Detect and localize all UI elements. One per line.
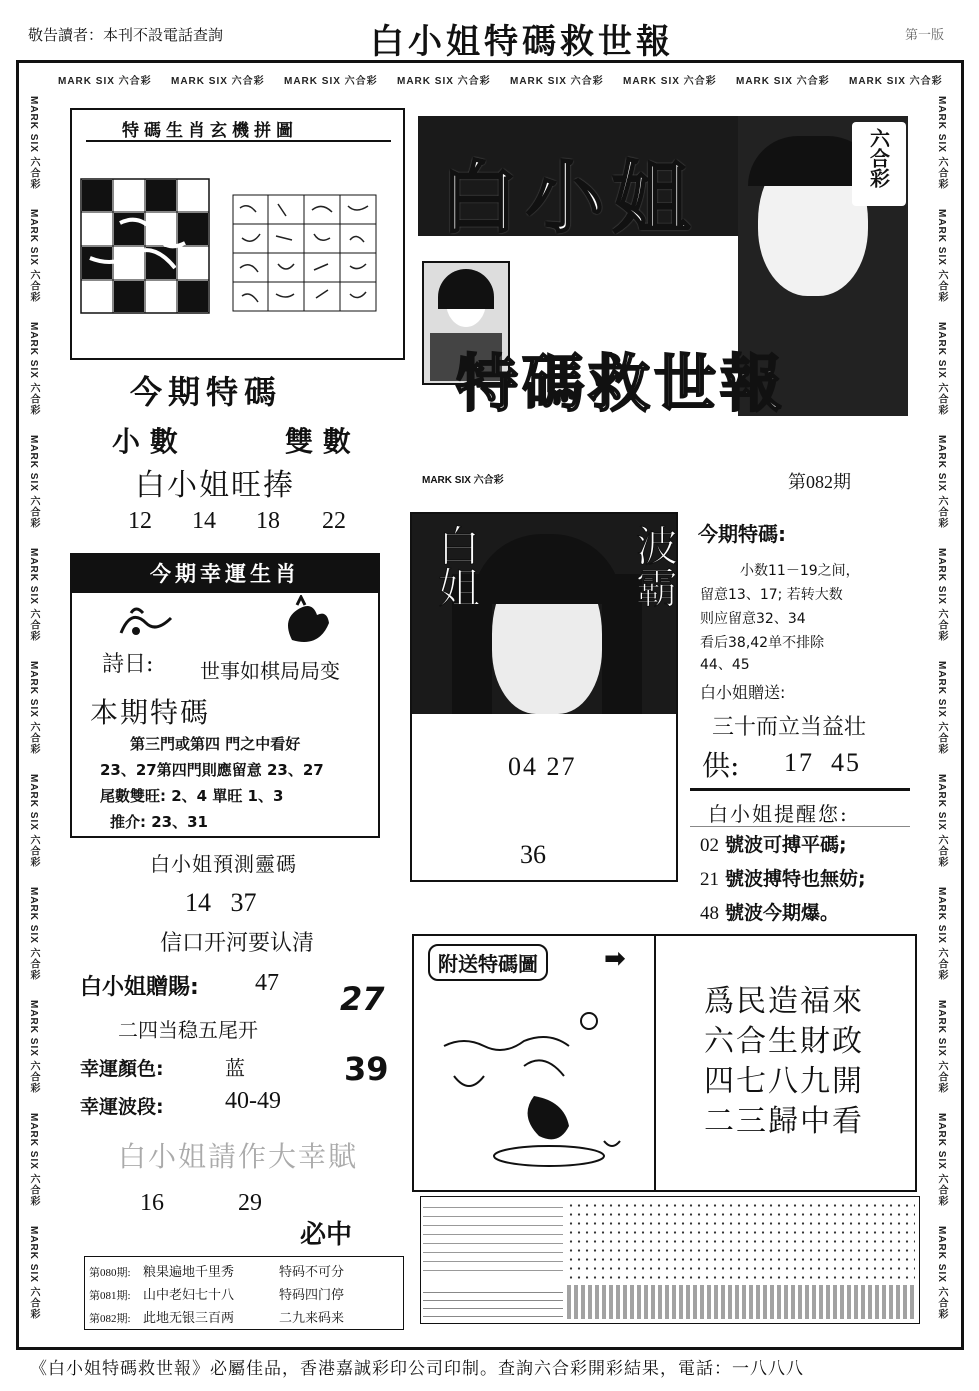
masthead-title: 白小姐特碼救世報 (370, 22, 674, 62)
right-special-line-3: 则应留意32、34 (700, 611, 806, 627)
lucky-line-1: 第三門或第四 門之中看好 (130, 735, 301, 753)
history-issue: 第082期: (89, 1313, 131, 1325)
number-item: 12 (128, 508, 152, 534)
brand-text: MARK SIX 六合彩 (936, 774, 947, 868)
history-tip: 特码不可分 (279, 1265, 345, 1280)
history-row (89, 1307, 344, 1326)
attached-poem-4: 二三歸中看 (704, 1104, 864, 1139)
attached-box (412, 934, 917, 1192)
reminder-text: 號波可搏平碼; (725, 834, 847, 856)
color-value: 蓝 (225, 1056, 245, 1080)
brand-text: MARK SIX 六合彩 (284, 76, 378, 87)
puzzle-title: 特碼生肖玄機拼圖 (122, 121, 298, 141)
gift-poem: 三十而立当益壮 (712, 715, 867, 740)
reminder-row (700, 830, 847, 857)
hero-line2: 特碼救世報 (456, 347, 787, 420)
poem-text: 世事如棋局局变 (200, 659, 340, 683)
brand-text: MARK SIX 六合彩 (936, 887, 947, 981)
brand-text: MARK SIX 六合彩 (736, 76, 830, 87)
side-number-2: 39 (344, 1050, 389, 1088)
gift-block-phrase: 二四当稳五尾开 (118, 1018, 258, 1042)
brand-text: MARK SIX 六合彩 (28, 1113, 39, 1207)
brand-text: MARK SIX 六合彩 (397, 76, 491, 87)
dragon-icon (116, 603, 176, 643)
reminder-text: 號波今期爆。 (725, 902, 840, 924)
right-special-line-5: 44、45 (700, 657, 750, 673)
brand-text: MARK SIX 六合彩 (28, 96, 39, 190)
results-rows (423, 1199, 563, 1279)
photo-numbers-a: 04 27 (508, 752, 577, 781)
brand-text: MARK SIX 六合彩 (936, 435, 947, 529)
special-title: 本期特碼 (90, 696, 211, 729)
predict-phrase: 信口开河要认清 (160, 931, 315, 956)
brand-text: MARK SIX 六合彩 (28, 1000, 39, 1094)
supply-label: 供: (702, 749, 740, 782)
bottom-number: 16 (140, 1190, 164, 1216)
right-special-title: 今期特碼: (698, 522, 786, 546)
lucky-line-2: 23、27第四門則應留意 23、27 (100, 761, 324, 779)
range-label: 幸運波段: (80, 1096, 164, 1118)
brand-text: MARK SIX 六合彩 (936, 1113, 947, 1207)
gift-block-label: 白小姐贈賜: (80, 975, 199, 1000)
attached-poem-3: 四七八九開 (704, 1064, 864, 1099)
color-label: 幸運顏色: (80, 1058, 164, 1080)
results-labels (423, 1285, 563, 1319)
history-issue: 第081期: (89, 1290, 131, 1302)
gift-label: 白小姐贈送: (700, 683, 786, 702)
brand-text: MARK SIX 六合彩 (936, 209, 947, 303)
lucky-line-4: 推介: 23、31 (110, 813, 208, 831)
history-issue: 第080期: (89, 1267, 131, 1279)
right-special-line-2: 留意13、17; 若转大数 (700, 587, 843, 603)
baixiaojie-name: 白小姐旺捧 (135, 468, 295, 503)
gift-block-number: 47 (255, 970, 279, 996)
predict-title: 白小姐預測靈碼 (150, 852, 297, 876)
hero-issue: 第082期 (788, 472, 851, 492)
reminder-row (700, 898, 839, 925)
reminder-row (700, 864, 866, 891)
brand-text: MARK SIX 六合彩 (936, 96, 947, 190)
hero-brand: MARK SIX 六合彩 (422, 475, 504, 486)
reminder-text: 號波搏特也無妨; (725, 868, 866, 890)
history-table (84, 1256, 404, 1330)
hero-image (418, 116, 908, 492)
photo-right-text: 波霸 (630, 524, 679, 608)
reminder-num: 21 (700, 869, 719, 890)
poem-label: 詩日: (102, 652, 154, 677)
attached-poem-1: 爲民造福來 (704, 984, 864, 1019)
brand-text: MARK SIX 六合彩 (28, 322, 39, 416)
brand-text: MARK SIX 六合彩 (510, 76, 604, 87)
history-tip: 二九来码来 (279, 1311, 345, 1326)
brand-text: MARK SIX 六合彩 (936, 548, 947, 642)
attached-title: 附送特碼圖 (428, 944, 548, 981)
left-numbers (128, 508, 362, 535)
results-matrix (420, 1196, 920, 1324)
brand-text: MARK SIX 六合彩 (936, 661, 947, 755)
number-item: 22 (322, 508, 346, 534)
history-row (89, 1284, 344, 1303)
must-hit: 必中 (300, 1220, 353, 1250)
side-number-1: 27 (340, 980, 385, 1018)
photo-numbers-b: 36 (520, 840, 546, 869)
lucky-title: 今期幸運生肖 (72, 555, 378, 593)
attached-image (434, 1006, 634, 1176)
brand-text: MARK SIX 六合彩 (623, 76, 717, 87)
brand-text: MARK SIX 六合彩 (28, 435, 39, 529)
results-dots (567, 1201, 915, 1281)
history-row (89, 1261, 344, 1280)
brand-text: MARK SIX 六合彩 (28, 661, 39, 755)
reminder-title: 白小姐提醒您: (708, 802, 849, 826)
rooster-icon (272, 595, 332, 645)
hero-badge-text: 六合彩 (866, 128, 891, 188)
today-special-title: 今期特碼 (130, 373, 283, 411)
brand-text: MARK SIX 六合彩 (171, 76, 265, 87)
brand-text: MARK SIX 六合彩 (58, 76, 152, 87)
puzzle-zodiac-grid (232, 194, 377, 312)
history-poem: 山中老妇七十八 (143, 1288, 235, 1303)
reminder-divider (690, 826, 910, 827)
faded-text: 白小姐請作大幸賦 (118, 1140, 359, 1173)
brand-text: MARK SIX 六合彩 (936, 1000, 947, 1094)
lucky-zodiac-box (70, 553, 380, 838)
reminder-num: 48 (700, 903, 719, 924)
brand-text: MARK SIX 六合彩 (28, 774, 39, 868)
attached-divider (654, 936, 656, 1190)
puzzle-box (70, 108, 405, 360)
right-special-line-4: 看后38,42单不排除 (700, 635, 825, 651)
reader-notice: 敬告讀者：本刊不設電話查詢 (28, 26, 224, 44)
hero-badge (852, 122, 906, 206)
results-number-rows (567, 1285, 915, 1319)
attached-poem-2: 六合生財政 (704, 1024, 864, 1059)
right-special-line-1: 小数11－19之间， (740, 563, 860, 579)
brand-text: MARK SIX 六合彩 (28, 548, 39, 642)
predict-numbers: 14 37 (185, 888, 257, 917)
history-tip: 特码四门停 (279, 1288, 345, 1303)
photo-left-text: 白姐 (432, 524, 481, 608)
brand-text: MARK SIX 六合彩 (28, 887, 39, 981)
photo-box (410, 512, 678, 882)
puzzle-title-underline (86, 140, 391, 142)
lucky-line-3: 尾數雙旺: 2、4 單旺 1、3 (100, 787, 284, 805)
brand-text: MARK SIX 六合彩 (28, 1226, 39, 1320)
even-number-label: 雙 數 (285, 425, 351, 458)
hero-line1: 白小姐 (440, 153, 699, 244)
page-label: 第一版 (905, 28, 945, 43)
bottom-number: 29 (238, 1190, 262, 1216)
number-item: 14 (192, 508, 216, 534)
number-item: 18 (256, 508, 280, 534)
puzzle-image-grid (80, 178, 210, 314)
arrow-right-icon: ➡ (604, 944, 626, 974)
history-poem: 粮果遍地千里秀 (143, 1265, 235, 1280)
range-value: 40-49 (225, 1088, 281, 1114)
footer-text: 《白小姐特碼救世報》必屬佳品，香港嘉誠彩印公司印制。查詢六合彩開彩結果，電話：一八八八 (30, 1359, 804, 1379)
brand-text: MARK SIX 六合彩 (936, 322, 947, 416)
brand-text: MARK SIX 六合彩 (936, 1226, 947, 1320)
brand-text: MARK SIX 六合彩 (849, 76, 943, 87)
small-number-label: 小 數 (112, 425, 178, 458)
reminder-num: 02 (700, 835, 719, 856)
brand-text: MARK SIX 六合彩 (28, 209, 39, 303)
history-poem: 此地无银三百两 (143, 1311, 235, 1326)
supply-numbers: 17 45 (784, 748, 861, 777)
